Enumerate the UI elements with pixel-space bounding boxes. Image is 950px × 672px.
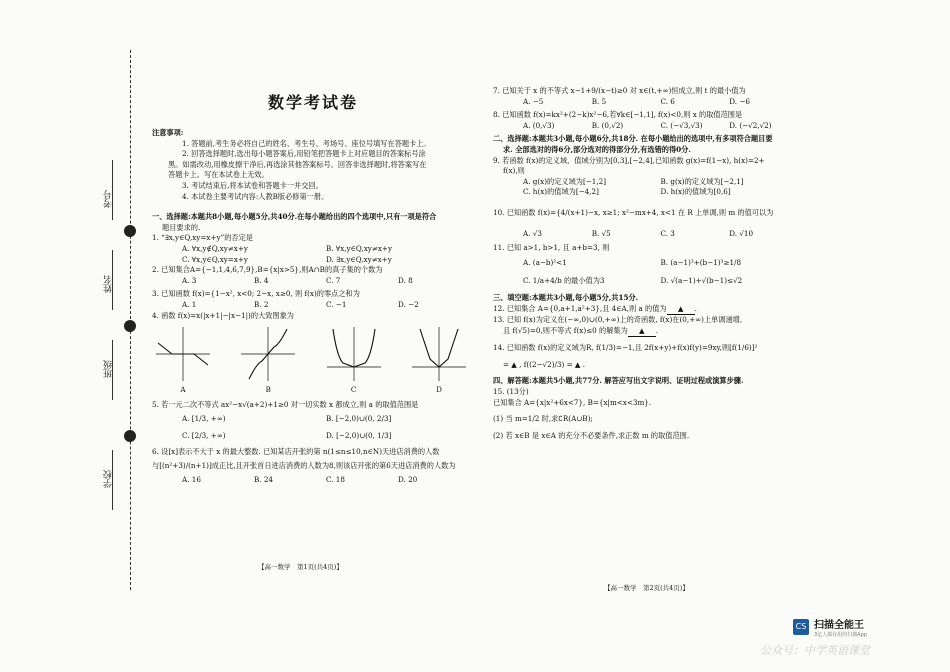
graph-d xyxy=(408,323,470,396)
question-2: 2. 已知集合A={−1,1,4,6,7,9},B={x|x>5},则A∩B的真子集的个数为 xyxy=(152,265,383,275)
option-a: A. (0,√3) xyxy=(523,120,555,130)
graph-b-plot xyxy=(237,323,299,385)
option-b: B. g(x)的定义域为[−2,1] xyxy=(660,176,744,186)
graph-c xyxy=(323,323,385,396)
option-d: D. h(x)的值域为[0,6] xyxy=(660,187,731,197)
graph-a-label: A xyxy=(180,385,186,395)
note-item: 4. 本试卷主要考试内容:人教B版必修第一册。 xyxy=(182,191,329,201)
binding-hole xyxy=(124,430,136,442)
question-10: 10. 已知函数 f(x)={4/(x+1)−x, x≥1; x²−mx+4, x<1 在 R 上单调,则 m 的值可以为 xyxy=(493,207,774,217)
answer-blank: ▲ xyxy=(628,326,656,338)
option-c: C. −1 xyxy=(326,299,347,309)
notes-heading: 注意事项: xyxy=(152,128,184,137)
option-b: B. √5 xyxy=(591,228,611,238)
question-13: 13. 已知 f(x)为定义在(−∞,0)∪(0,+∞)上的奇函数, f(x)在(0,+∞)上单调递增, xyxy=(493,315,743,325)
option-b: B. 2 xyxy=(254,299,269,309)
footer-left: 【高一数学 第1页(共4页)】 xyxy=(258,563,343,571)
note-item: 3. 考试结束后,将本试卷和答题卡一并交回。 xyxy=(182,180,323,190)
section-3-heading: 三、填空题:本题共3小题,每小题5分,共15分. xyxy=(493,292,639,302)
graph-d-label: D xyxy=(436,385,442,395)
question-15-part-2: (2) 若 x∈B 是 x∈A 的充分不必要条件,求正数 m 的取值范围. xyxy=(493,430,690,440)
option-d: D. (−√2,√2) xyxy=(729,120,772,130)
question-5: 5. 若一元二次不等式 ax²−x√(a+2)+1≥0 对一切实数 x 都成立,则 a 的取值范围是 xyxy=(152,399,419,409)
option-c: C. 18 xyxy=(326,474,345,484)
cs-badge-icon: CS xyxy=(793,619,809,635)
section-4-heading: 四、解答题:本题共5小题,共77分. 解答应写出文字说明、证明过程或演算步骤. xyxy=(493,376,744,386)
question-15-given: 已知集合 A={x|x²+6x<7}, B={x|m<x<3m}. xyxy=(493,397,652,407)
note-item: 1. 答题前,考生务必将自己的姓名、考生号、考场号、座位号填写在答题卡上。 xyxy=(182,138,431,148)
option-d: D. √10 xyxy=(729,228,754,238)
question-13-cont: 且 f(√5)=0,则不等式 f(x)≤0 的解集为 xyxy=(503,325,628,335)
option-a: A. 16 xyxy=(182,474,201,484)
option-b: B. [−2,0)∪(0, 2/3] xyxy=(326,414,392,424)
option-a: A. √3 xyxy=(523,228,542,238)
option-b: B. 5 xyxy=(591,96,607,106)
option-b: B. ∀x,y∈Q,xy≠x+y xyxy=(326,243,392,253)
option-a: A. 1 xyxy=(182,299,197,309)
section-1-heading-cont: 题目要求的. xyxy=(162,222,201,232)
option-c: C. 7 xyxy=(326,275,341,285)
option-b: B. (a−1)³+(b−1)³≥1/8 xyxy=(660,257,742,267)
page-title: 数学考试卷 xyxy=(268,93,359,112)
class-label: 班级 xyxy=(104,360,114,378)
note-item: 黑。如需改动,用橡皮擦干净后,再选涂其他答案标号。回答非选择题时,将答案写在 xyxy=(168,159,427,169)
footer-right: 【高一数学 第2页(共4页)】 xyxy=(604,584,689,592)
graph-d-plot xyxy=(408,323,470,385)
question-8: 8. 已知函数 f(x)=kx²+(2−k)x²−6,若∀k∈[−1,1], f(x)<0,则 x 的取值范围是 xyxy=(493,110,743,120)
question-13-end: . xyxy=(655,325,659,335)
scanner-tagline: 3亿人都在用的扫描App xyxy=(814,632,867,638)
question-15-head: 15. (13分) xyxy=(493,387,529,397)
option-b: B. 24 xyxy=(254,474,273,484)
option-d: D. 8 xyxy=(398,275,413,285)
option-c: C. 1/a+4/b 的最小值为3 xyxy=(523,276,605,286)
binding-hole xyxy=(124,320,136,332)
option-c: C. 6 xyxy=(660,96,675,106)
scanner-logo xyxy=(793,616,867,638)
binding-strip xyxy=(100,40,140,600)
option-c: C. 3 xyxy=(660,228,675,238)
question-4: 4. 函数 f(x)=x(|x+1|−|x−1|)的大致图象为 xyxy=(152,310,294,320)
option-d: D. [−2,0)∪(0, 1/3] xyxy=(326,430,392,440)
option-d: D. ∃x,y∈Q,xy≠x+y xyxy=(326,254,392,264)
option-c: C. ∀x,y∈Q,xy=x+y xyxy=(182,254,248,264)
right-page xyxy=(493,86,798,441)
option-a: A. ∀x,y∉Q,xy≠x+y xyxy=(182,243,248,253)
graph-c-plot xyxy=(323,323,385,385)
question-7: 7. 已知关于 x 的不等式 x−1+9/(x−t)≥0 对 x∈(t,+∞)恒成立,则 t 的最小值为 xyxy=(493,86,746,95)
question-12 xyxy=(493,304,798,316)
graph-options xyxy=(152,323,470,396)
question-9: 9. 若函数 f(x)的定义域、值域分别为[0,3],[−2,4],已知函数 g(x)=f(1−x), h(x)=2+ xyxy=(493,155,765,165)
graph-b-label: B xyxy=(265,385,271,395)
scanner-name: 扫描全能王 xyxy=(814,620,864,631)
binding-hole xyxy=(124,225,136,237)
section-2-heading: 二、选择题:本题共3小题,每小题6分,共18分. 在每小题给出的选项中,有多项符合题目要 xyxy=(493,134,773,144)
graph-a xyxy=(152,323,214,396)
option-c: C. (−√3,√3) xyxy=(660,120,703,130)
graph-b xyxy=(237,323,299,396)
school-label: 学校 xyxy=(104,470,114,488)
option-b: B. 4 xyxy=(254,275,269,285)
question-6-cont: 与[(n²+3)/(n+1)]成正比,且开张首日进店消费的人数为8,则该店开张的第6天进店消费的人数为 xyxy=(152,461,456,471)
option-c: C. h(x)的值域为[−4,2] xyxy=(523,187,599,197)
option-c: C. [2/3, +∞) xyxy=(182,430,226,440)
question-9-cont: f(x),则 xyxy=(503,166,525,176)
question-11: 11. 已知 a>1, b>1, 且 a+b=3, 则 xyxy=(493,243,610,253)
option-a: A. g(x)的定义域为[−1,2] xyxy=(523,176,607,186)
option-d: D. −2 xyxy=(398,299,419,309)
graph-a-plot xyxy=(152,323,214,385)
option-a: A. (a−b)²<1 xyxy=(523,257,567,267)
option-a: A. 3 xyxy=(182,275,197,285)
section-2-heading-cont: 求. 全部选对的得6分,部分选对的得部分分,有选错的得0分. xyxy=(503,144,691,154)
note-item: 2. 回答选择题时,选出每小题答案后,用铅笔把答题卡上对应题目的答案标号涂 xyxy=(182,149,426,159)
option-d: D. √(a−1)+√(b−1)≤√2 xyxy=(660,276,743,286)
graph-c-label: C xyxy=(350,385,357,395)
question-6: 6. 设[x]表示不大于 x 的最大整数. 已知某店开张的第 n(1≤n≤10,n∈N)天进店消费的人数 xyxy=(152,447,440,457)
question-12-text: 12. 已知集合 A={0,a+1,a²+3},且 4∈A,则 a 的值为 xyxy=(493,303,667,313)
option-a: A. −5 xyxy=(523,96,544,106)
option-a: A. [1/3, +∞) xyxy=(182,414,226,424)
question-14-cont: = ▲ , f((2−√2)/3) = ▲ . xyxy=(503,359,585,369)
exam-no-label: 考号 xyxy=(104,190,114,208)
question-15-part-1: (1) 当 m=1/2 时,求∁R(A∪B); xyxy=(493,414,593,424)
name-label: 姓名 xyxy=(104,275,114,293)
question-14: 14. 已知函数 f(x)的定义域为R, f(1/3)=−1,且 2f(x+y)+f(x)f(y)=9xy,则[f(1/6)]² xyxy=(493,343,758,353)
option-b: B. (0,√2) xyxy=(591,120,624,130)
question-3: 3. 已知函数 f(x)={1−x², x<0; 2−x, x≥0, 则 f(x)的零点之和为 xyxy=(152,289,360,299)
option-d: D. 20 xyxy=(398,474,418,484)
note-item: 答题卡上。写在本试卷上无效。 xyxy=(168,170,269,180)
question-1: 1. “∃x,y∈Q,xy=x+y”的否定是 xyxy=(152,233,253,243)
question-12-end: . xyxy=(694,303,697,313)
section-1-heading: 一、选择题:本题共8小题,每小题5分,共40分.在每小题给出的四个选项中,只有一项是符合 xyxy=(152,212,437,222)
watermark: 公众号：中学英语课堂 xyxy=(760,644,870,657)
left-page xyxy=(152,128,470,485)
option-d: D. −6 xyxy=(729,96,750,106)
answer-blank: ▲ xyxy=(667,304,695,316)
